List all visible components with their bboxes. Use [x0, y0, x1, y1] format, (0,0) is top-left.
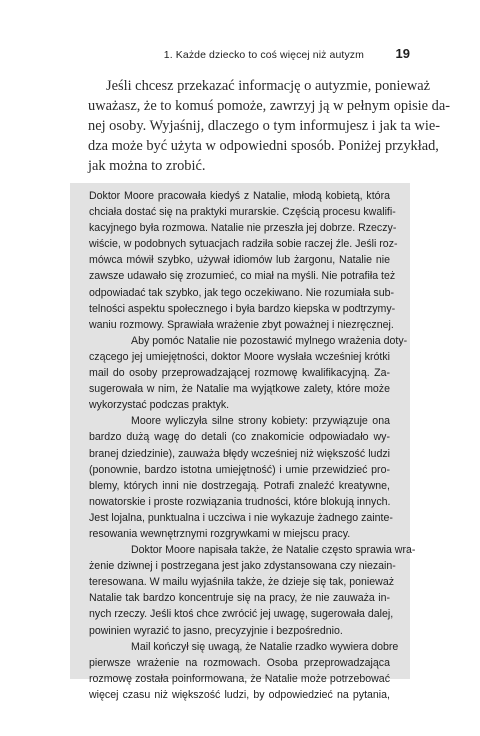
box-line: Mail kończył się uwagą, że Natalie rzadko wywiera dobre — [131, 640, 399, 653]
box-line: rozmowę została poinformowana, że Natalie może potrzebować — [89, 672, 390, 685]
box-line: żenie dziwnej i postrzegana jest jako zdystansowana czy niezain- — [89, 560, 396, 573]
box-line: czącego jej umiejętności, doktor Moore wysłała wcześniej krótki — [89, 350, 390, 363]
box-line: teresowana. W mailu wyjaśniła także, że dzieje się tak, ponieważ — [89, 576, 395, 589]
intro-line: nej osoby. Wyjaśnij, dlaczego o tym informujesz i jak ta wie- — [88, 118, 441, 134]
box-line: zawsze udawało się zrozumieć, co miał na myśli. Nie potrafiła też — [89, 270, 396, 283]
box-line: chciała dostać się na praktyki murarskie. Częścią procesu kwalifi- — [89, 206, 396, 219]
box-line: branej dziedzinie), zauważa błędy wcześniej niż większość ludzi — [89, 447, 390, 460]
box-line: sugerowała w nim, że Natalie ma wyjątkowe zalety, które może — [89, 383, 390, 396]
box-line: kacyjnego była rozmowa. Natalie nie przeszła jej dobrze. Rzeczy- — [89, 222, 397, 235]
running-header — [70, 46, 410, 66]
box-line: blemy, których inni nie dostrzegają. Potrafi znaleźć kreatywne, — [89, 479, 390, 492]
example-box — [70, 183, 416, 701]
box-line: Doktor Moore napisała także, że Natalie często sprawia wra- — [131, 544, 416, 557]
box-line: (ponownie, bardzo istotna umiejętność) i umie przewidzieć pro- — [89, 463, 390, 476]
box-line: powinien wyrazić to jasno, precyzyjnie i bezpośrednio. — [89, 624, 343, 637]
box-line: mówca mówił szybko, używał idiomów lub żargonu, Natalie nie — [89, 254, 390, 267]
box-line: Aby pomóc Natalie nie pozostawić mylnego wrażenia doty- — [131, 334, 408, 347]
box-line: mail do osoby przeprowadzającej rozmowę kwalifikacyjną. Za- — [89, 367, 390, 380]
intro-line: jak można to zrobić. — [88, 158, 206, 174]
box-line: bardzo dużą wagę do detali (co znakomicie odpowiadało wy- — [89, 431, 390, 444]
box-line: Doktor Moore pracowała kiedyś z Natalie, młodą kobietą, która — [89, 190, 390, 202]
box-line: pierwsze wrażenie na rozmowach. Osoba przeprowadzająca — [89, 656, 390, 669]
intro-line: dza może być użyta w odpowiedni sposób. Poniżej przykład, — [88, 138, 439, 154]
box-line: odpowiadać tak szybko, jak tego oczekiwano. Nie rozumiała sub- — [89, 286, 395, 299]
intro-line: Jeśli chcesz przekazać informację o autyzmie, ponieważ — [106, 78, 431, 94]
box-line: więcej czasu niż większość ludzi, by odpowiedzieć na pytania, — [89, 688, 390, 701]
box-line: Natalie tak bardzo koncentruje się na pracy, że nie zauważa in- — [89, 592, 390, 605]
intro-line: uważasz, że to komuś pomoże, zawrzyj ją w pełnym opisie da- — [88, 98, 451, 114]
box-line: wykorzystać podczas praktyk. — [89, 399, 230, 412]
box-line: wiście, w podobnych sytuacjach radziła sobie raczej źle. Jeśli roz- — [89, 238, 398, 251]
box-line: resowania wewnętrznymi rozgrywkami w miejscu pracy. — [89, 527, 351, 540]
box-line: Moore wyliczyła silne strony kobiety: przywiązuje ona — [131, 415, 390, 428]
intro-paragraph — [88, 76, 451, 176]
box-line: telności aspektu społecznego i była bardzo kiepska w podtrzymy- — [89, 302, 396, 315]
box-line: waniu rozmowy. Sprawiała wrażenie zbyt poważnej i niezręcznej. — [89, 318, 394, 331]
example-box-text — [89, 188, 416, 703]
box-line: nowatorskie i proste rozwiązania trudności, które blokują innych. — [89, 495, 391, 508]
box-line: nych rzeczy. Jeśli ktoś chce zwrócić jej uwagę, sugerowała dalej, — [89, 608, 394, 621]
chapter-title: 1. Każde dziecko to coś więcej niż autyzm — [163, 49, 364, 61]
page-number: 19 — [395, 46, 410, 61]
box-line: Jest lojalna, punktualna i uczciwa i nie wykazuje żadnego zainte- — [89, 511, 393, 524]
